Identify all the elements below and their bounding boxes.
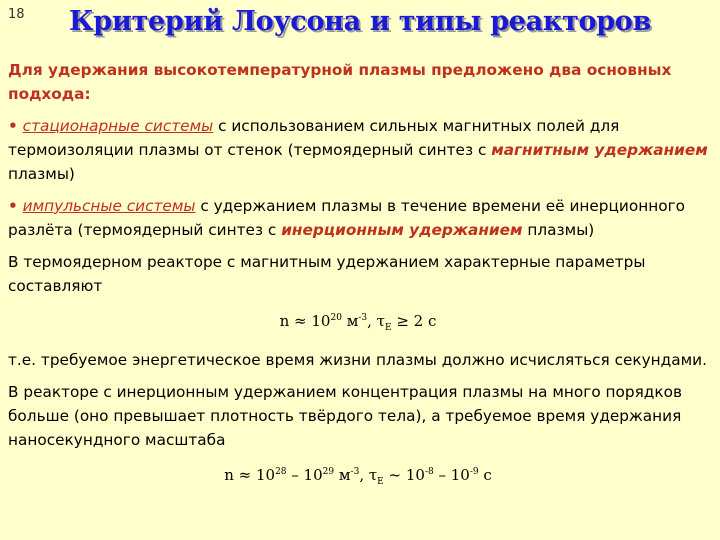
formula-exponent: -3: [358, 313, 368, 323]
formula-exponent: -9: [469, 467, 479, 477]
formula-exponent: 28: [275, 467, 287, 477]
intro-text: Для удержания высокотемпературной плазмы предложено два основных подхода:: [8, 61, 672, 103]
bullet-stationary-tail: плазмы): [8, 165, 75, 183]
formula-subscript: E: [384, 323, 392, 333]
formula-exponent: -8: [424, 467, 434, 477]
bullet-pulsed: [8, 194, 708, 242]
slide-title: Критерий Лоусона и типы реакторов: [69, 6, 651, 37]
formula-exponent: -3: [350, 467, 360, 477]
highlight-magnetic-confinement: магнитным удержанием: [491, 141, 708, 159]
formula-term: – 10: [433, 466, 470, 484]
formula-term: ~ 10: [383, 466, 425, 484]
formula-term: n ≈ 10: [224, 466, 276, 484]
formula-exponent: 20: [330, 313, 342, 323]
bullet-marker: •: [8, 197, 18, 215]
formula-term: n ≈ 10: [279, 312, 331, 330]
formula-term: ≥ 2 с: [391, 312, 437, 330]
formula-subscript: E: [377, 477, 384, 487]
formula-term: – 10: [286, 466, 323, 484]
paragraph-lifetime: т.е. требуемое энергетическое время жизни плазмы должно исчисляться секундами.: [8, 351, 707, 369]
formula-magnetic: [8, 306, 708, 340]
formula-unit: с: [478, 466, 492, 484]
formula-exponent: 29: [322, 467, 335, 477]
bullet-marker: •: [8, 117, 18, 135]
highlight-inertial-confinement: инерционным удержанием: [281, 221, 523, 239]
formula-inertial: [8, 460, 708, 494]
formula-term: , τ: [359, 466, 378, 484]
slide-number: 18: [8, 7, 25, 22]
formula-unit: м: [334, 466, 351, 484]
bullet-stationary-text: с использованием сильных магнитных полей для термоизоляции плазмы от стенок (термоядерный синтез с: [8, 117, 620, 159]
slide-content: [8, 58, 708, 502]
term-stationary-systems: стационарные системы: [22, 117, 214, 135]
bullet-stationary: [8, 114, 708, 186]
formula-unit: м: [341, 312, 359, 330]
paragraph-magnetic-reactor: В термоядерном реакторе с магнитным удержанием характерные параметры составляют: [8, 253, 646, 295]
paragraph-inertial-reactor: В реакторе с инерционным удержанием концентрация плазмы на много порядков больше (оно превышает плотность твёрдого тела), а требуемое время удержания наносекундного масштаба: [8, 383, 682, 449]
formula-term: , τ: [367, 312, 385, 330]
bullet-pulsed-text: с удержанием плазмы в течение времени её инерционного разлёта (термоядерный синтез с: [8, 197, 685, 239]
term-pulsed-systems: импульсные системы: [22, 197, 196, 215]
bullet-pulsed-tail: плазмы): [522, 221, 595, 239]
